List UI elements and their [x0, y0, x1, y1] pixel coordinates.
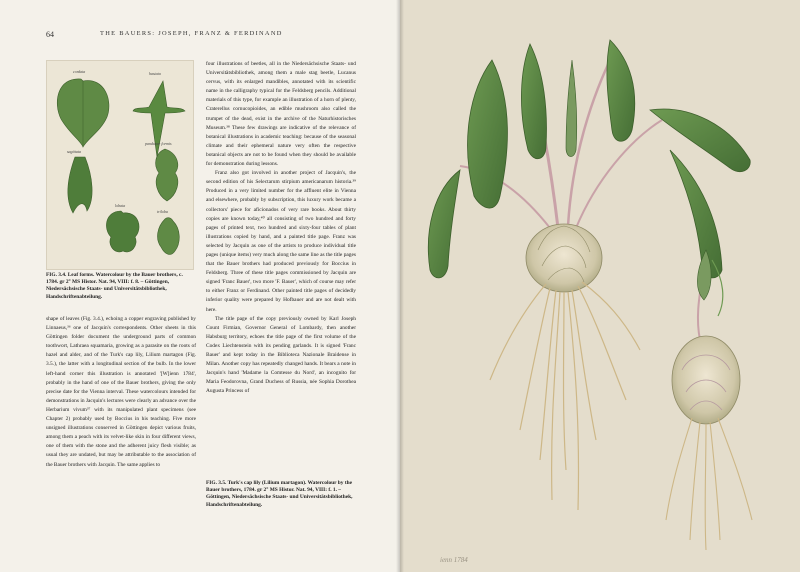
body-column-2	[206, 60, 356, 396]
figure-3-5-caption: FIG. 3.5. Turk's cap lily (Lilium martagon). Watercolour by the Bauer brothers, 1784. gr 2° MS Histor. Nat. 94, VIII: f. 1. – Göttingen, Niedersächsische Staats- und Universitätsbibliothek, Handschriftenabteilung.	[206, 480, 353, 508]
lily-bulb-section-roots	[666, 418, 752, 550]
running-head: THE BAUERS: JOSEPH, FRANZ & FERDINAND	[100, 30, 283, 37]
leaf-forms-illustration	[47, 61, 193, 269]
leaf-label-cordata: cordata	[73, 69, 86, 74]
leaf-lobata	[106, 203, 139, 252]
lily-roots	[490, 282, 640, 510]
pencil-annotation: ienn 1784	[440, 556, 468, 564]
paragraph: The title page of the copy previously owned by Karl Joseph Count Firmian, Governor General of Lombardy, then another Habsburg territory, echoes the title page of the first volume of the Codex Liechtenstein with its pending garlands. It is signed 'Franc Bauer' and kept today in the Biblioteca Nazionale Braidense in Milan. Another copy has repeatedly changed hands. It bears a note in Jacquin's hand 'Madame la Comtesse du Nord', an incognito for Maria Feodorovna, Grand Duchess of Russia, née Sophia Dorothea Augusta Princess of	[206, 315, 356, 395]
leaf-pandurae-formis	[144, 141, 178, 201]
leaf-triloba	[157, 209, 179, 254]
leaf-label-hastata: hastata	[149, 71, 161, 76]
paragraph: four illustrations of beetles, all in the Niedersächsische Staats- und Universitätsbibliothek, among them a male stag beetle, Lucanus cervus, with its enlarged mandibles, annotated with its scientific name in the calligraphy typical for the Feldsberg pencils. Additional materials of this type, for example an illustration of a horn of plenty, Craterellus cornucopioides, an edible mushroom also called the trumpet of the dead, exist in the archive of the Naturhistorisches Museum.³⁸ These few drawings are indicative of the relevance of botanical illustrations in academic teaching: because of the seasonal climate and their ephemeral nature very often the respective botanical objects are not to be found when they should be available for demonstration during lessons.	[206, 61, 356, 168]
leaf-cordata	[57, 69, 109, 147]
paragraph: shape of leaves (Fig. 3.4.), echoing a copper engraving published by Linnaeus,³⁶ one of Jacquin's correspondents. Other sheets in this Göttingen folder document the underground parts of common toothwort, Lathraea squamaria, growing as a parasite on the roots of hazel and alder, and of the Turk's cap lily, Lilium martagon (Fig. 3.5.), the latter with a longitudinal section of the bulb. In the lower left-hand corner this illustration is annotated '[W]ienn 1784', probably in the hand of one of the Bauer brothers, giving the only precise date for the Vienna interval. These watercolours intended for demonstrations in Jacquin's lectures were clearly an advance over the Herbarium vivum³⁷ with its manipulated plant specimens (see Chapter 2) probably used by Boccius in his teaching. Five more unsigned illustrations conserved in Göttingen depict various fruits, among them a peach with its velvet-like skin in four different views, one of them with the stone and the adherent juicy flesh visible; as usual they are undated, but may be attributable to the association of the Bauer brothers with Jacquin. The same applies to	[46, 316, 196, 468]
right-page-plate	[400, 0, 800, 572]
leaf-sagittata	[67, 149, 92, 213]
leaf-label-sagittata: sagittata	[67, 149, 82, 154]
body-column-1	[46, 315, 196, 470]
paragraph: Franz also got involved in another project of Jacquin's, the second edition of his Selectarum stirpium americanarum historia.³⁹ Produced in a very limited number for the affluent elite in Vienna and elsewhere, probably by subscription, this luxury work became a collectors' piece for aficionados of very rare books. About thirty copies are known today,⁴⁰ all consisting of two hundred and forty pages of printed text, two hundred and sixty-four tables of plant illustrations copied by hand, and a painted title page. Franz was selected by Jacquin as one of the artists to produce individual title pages (unique items) very much along the same line as the title pages that the Bauer brothers had produced previously for Boccius in Feldsberg. Three of these title pages commissioned by Jacquin are signed 'Franc Bauer', two more 'F. Bauer', which of course may refer to either Franz or Ferdinand. Other painted title pages of decidedly inferior quality were prepared by Hofbauer and are not dealt with here.	[206, 170, 356, 313]
leaf-label-lobata: lobata	[115, 203, 126, 208]
lily-bulb-section	[672, 250, 740, 424]
turks-cap-lily-illustration	[400, 0, 800, 572]
leaf-label-triloba: triloba	[157, 209, 168, 214]
page-number: 64	[46, 30, 54, 39]
figure-3-4-caption: FIG. 3.4. Leaf forms. Watercolour by the Bauer brothers, c. 1784. gr 2° MS Histor. Nat. 94, VIII: f. 8. – Göttingen, Niedersächsische Staats- und Universitätsbibliothek, Handschriftenabteilung.	[46, 272, 183, 300]
leaf-label-pandurae: pandurae formis	[145, 141, 172, 146]
lily-bulb	[526, 224, 602, 292]
figure-leaf-forms	[46, 60, 194, 270]
